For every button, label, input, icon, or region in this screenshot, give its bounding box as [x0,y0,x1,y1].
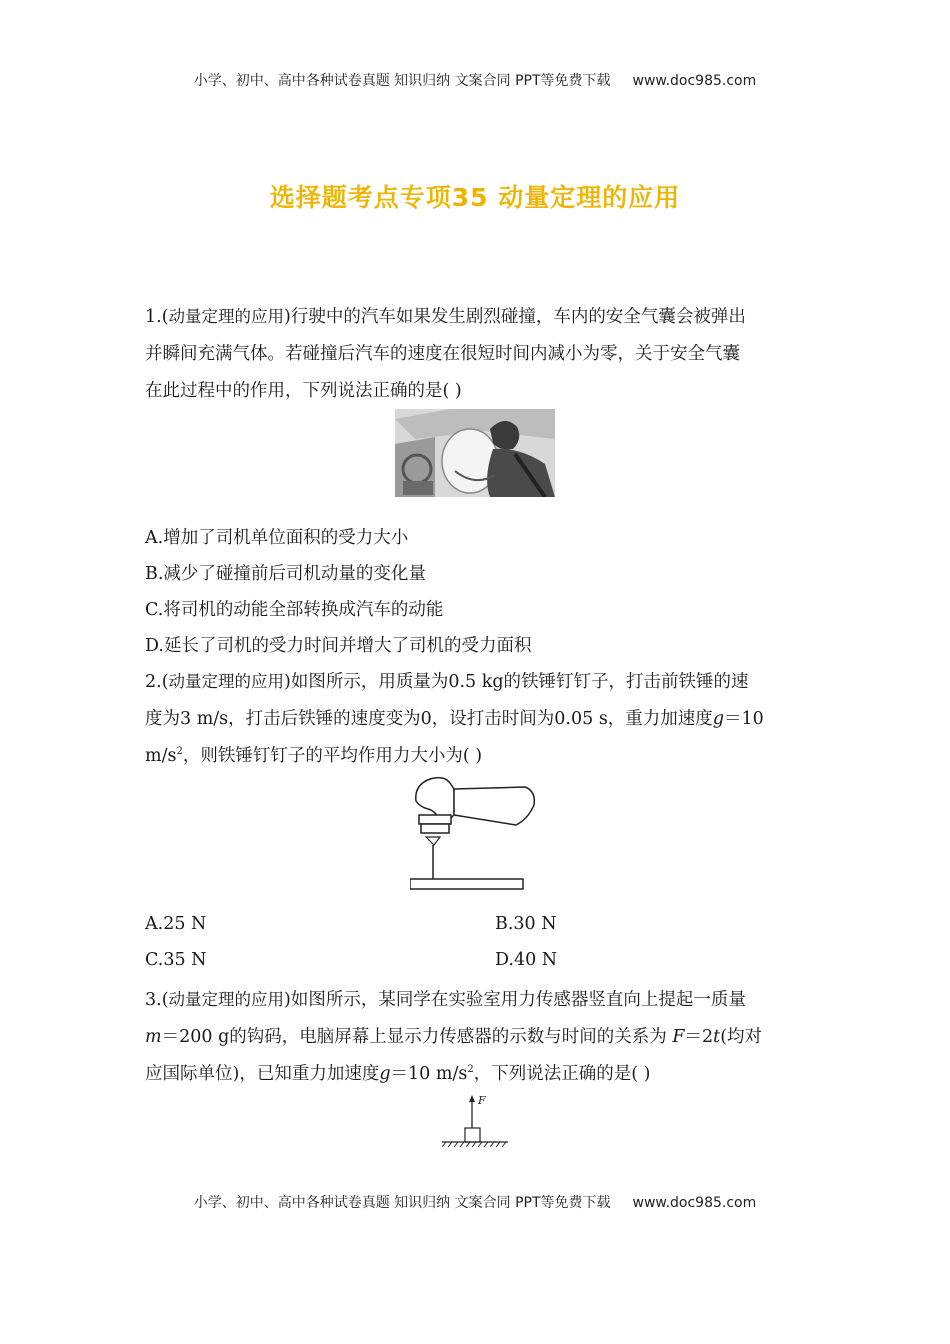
footer-site: www.doc985.com [632,1195,757,1211]
q2-line-3: $m/s^2$，则铁锤钉钉子的平均作用力大小为( ) [145,746,483,766]
page-title: 选择题考点专项35 动量定理的应用 [269,183,681,212]
q1-option-c: C.将司机的动能全部转换成汽车的动能 [145,600,444,620]
footer-text: 小学、初中、高中各种试卷真题 知识归纳 文案合同 PPT等免费下载 [193,1195,611,1211]
header-text: 小学、初中、高中各种试卷真题 知识归纳 文案合同 PPT等免费下载 [193,73,611,89]
force-block-figure [440,1092,510,1152]
q2-option-a: A.25 N [145,914,207,934]
airbag-figure [395,409,555,497]
force-label: F [478,1094,486,1107]
q1-line-2: 并瞬间充满气体。若碰撞后汽车的速度在很短时间内减小为零，关于安全气囊 [145,344,740,364]
q2-option-b: B.30 N [495,914,557,934]
page-header [0,70,950,90]
q1-option-b: B.减少了碰撞前后司机动量的变化量 [145,564,426,584]
page-footer [0,1192,950,1212]
q2-line-1: 2.(动量定理的应用)如图所示，用质量为0.5 kg的铁锤钉钉子，打击前铁锤的速 [145,672,749,692]
q1-option-d: D.延长了司机的受力时间并增大了司机的受力面积 [145,636,532,656]
header-site: www.doc985.com [632,73,757,89]
hammer-figure [410,775,540,897]
q3-line-2: m＝200 g的钩码，电脑屏幕上显示力传感器的示数与时间的关系为 F＝2t(均对 [145,1027,763,1047]
q1-tag: 动量定理的应用 [168,307,285,326]
q1-option-a: A.增加了司机单位面积的受力大小 [145,528,409,548]
q3-tag: 动量定理的应用 [168,990,285,1009]
q2-option-d: D.40 N [495,950,558,970]
q2-option-c: C.35 N [145,950,207,970]
q3-line-1: 3.(动量定理的应用)如图所示，某同学在实验室用力传感器竖直向上提起一质量 [145,990,746,1010]
q1-line-3: 在此过程中的作用，下列说法正确的是( ) [145,381,462,401]
q2-line-2: 度为3 m/s，打击后铁锤的速度变为0，设打击时间为0.05 s，重力加速度g＝10 [145,709,764,729]
q1-line-1: 1.(动量定理的应用)行驶中的汽车如果发生剧烈碰撞，车内的安全气囊会被弹出 [145,307,746,327]
q2-tag: 动量定理的应用 [168,672,285,691]
q3-line-3: 应国际单位)，已知重力加速度g＝10 $m/s^2$，下列说法正确的是( ) [145,1064,651,1084]
